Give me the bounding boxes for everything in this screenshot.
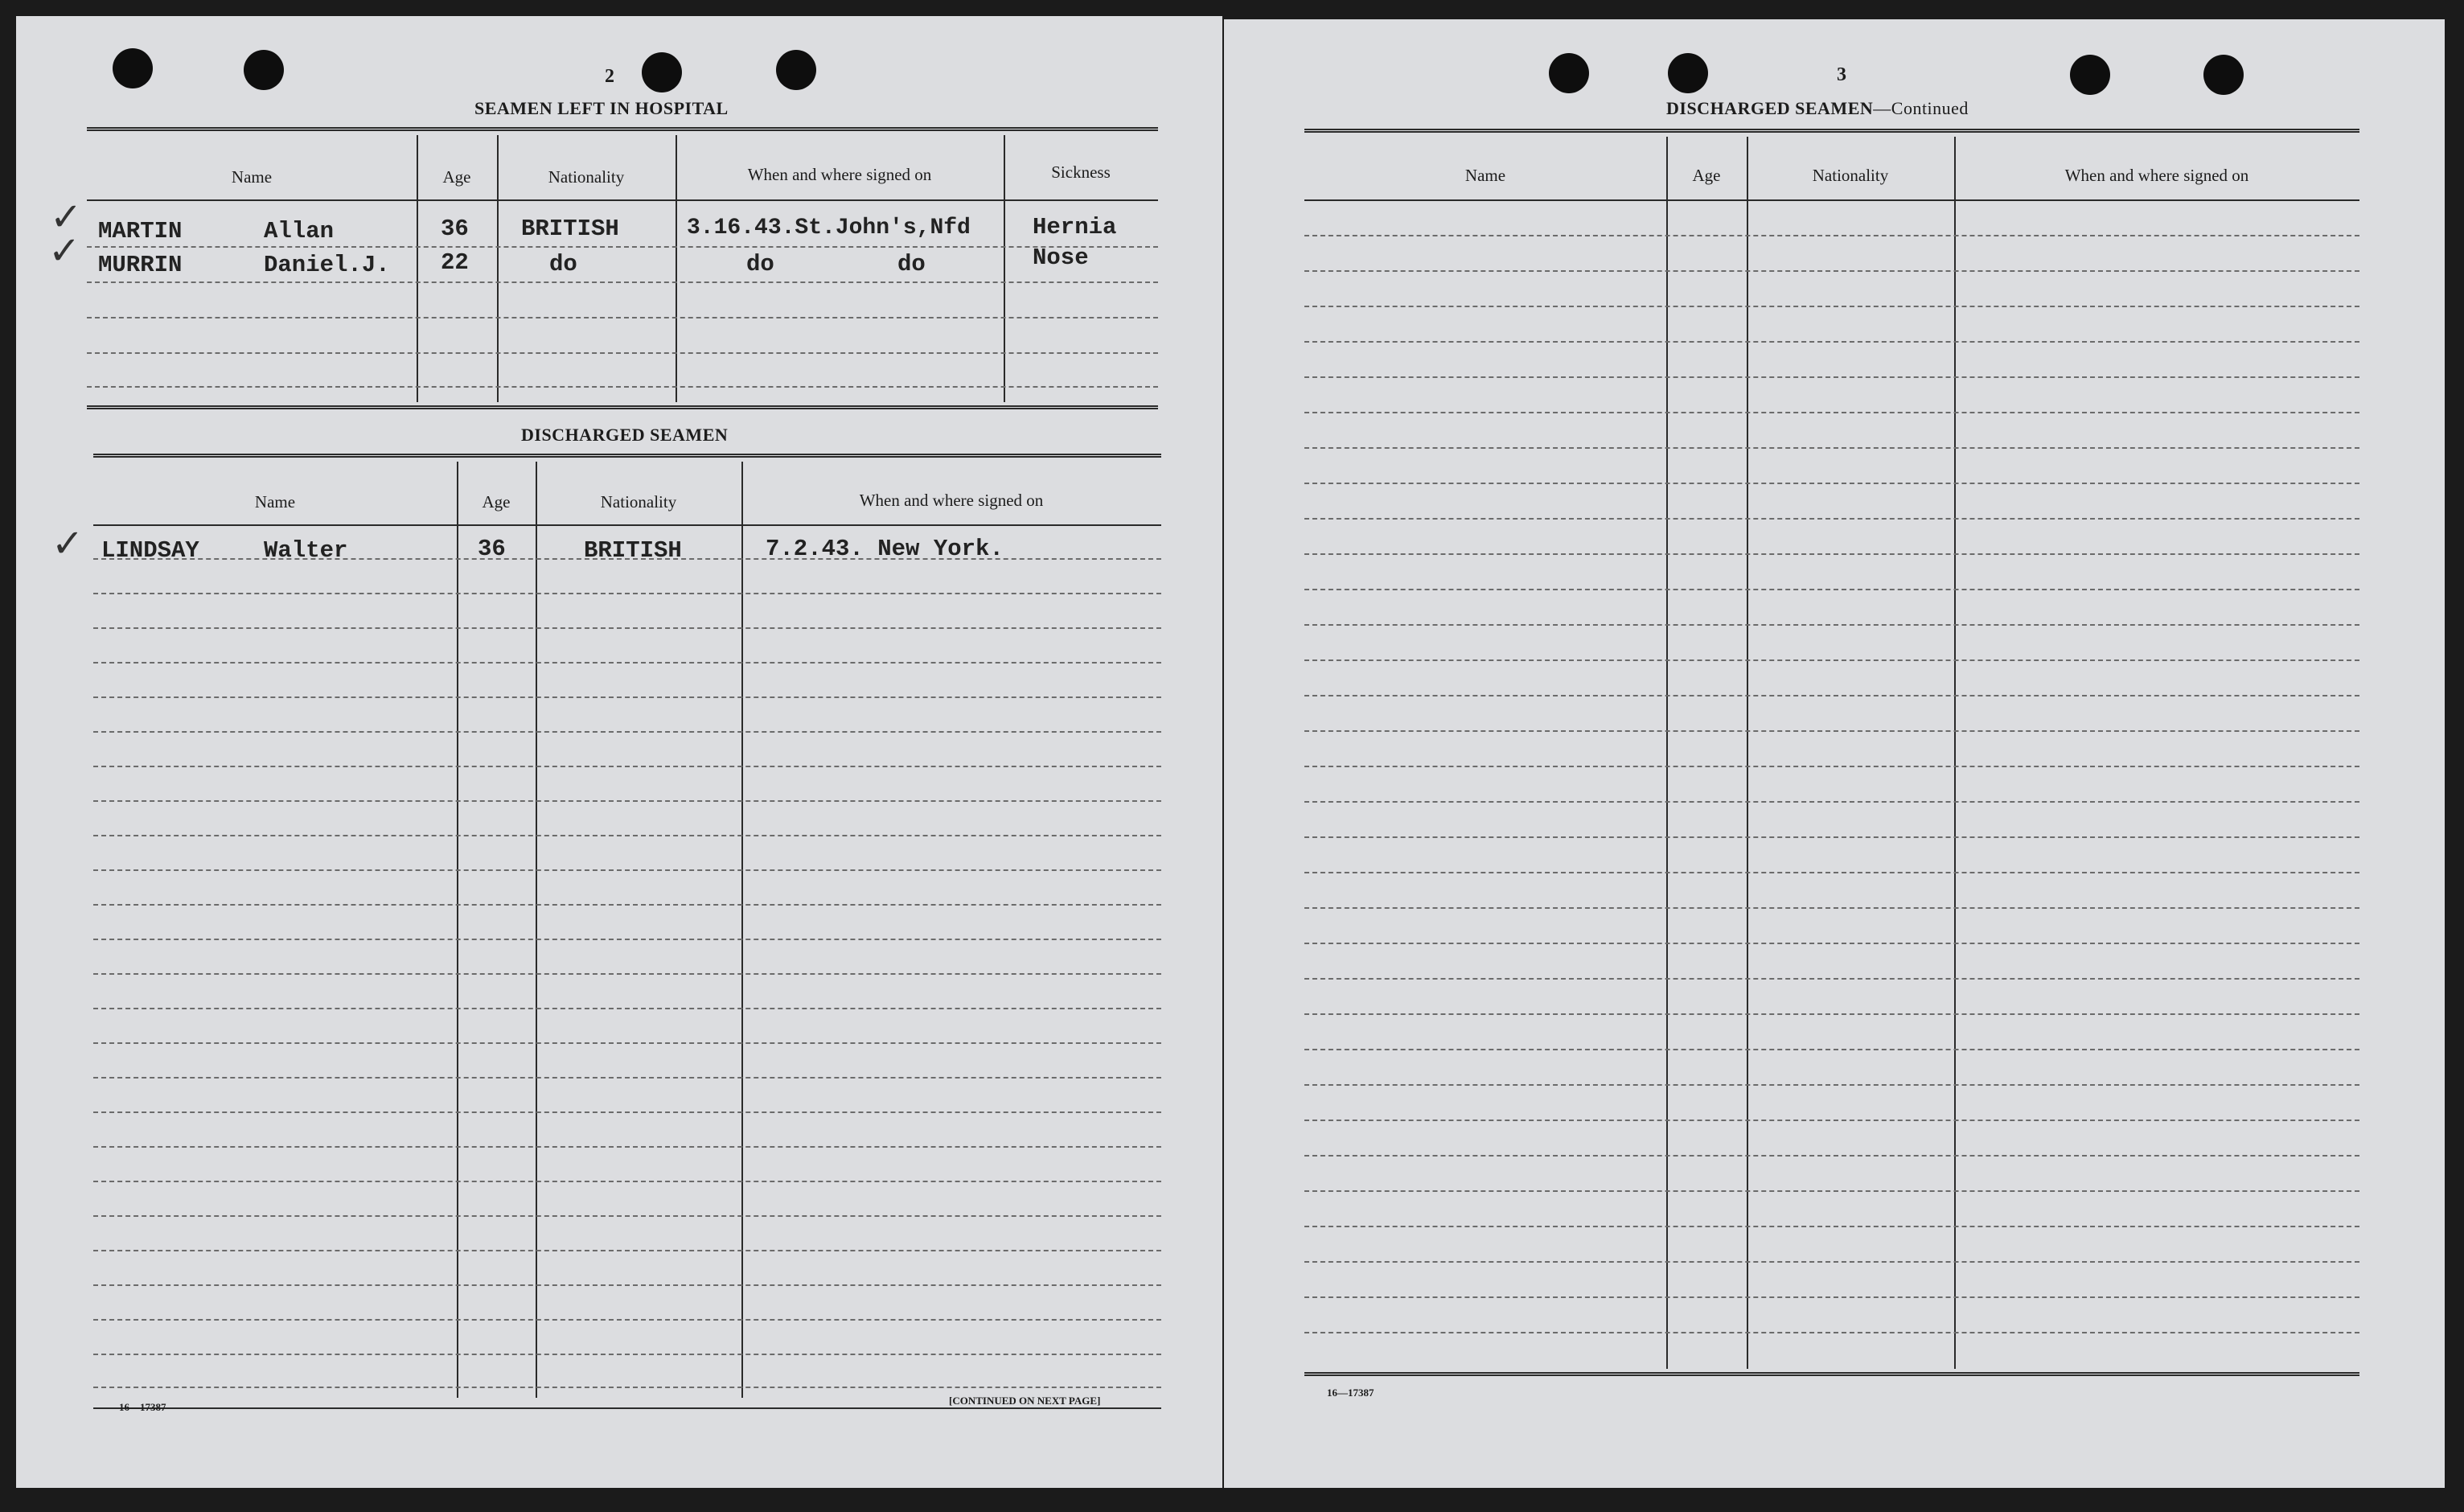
table-row: do xyxy=(897,251,926,277)
form-number: 16—17387 xyxy=(1327,1387,1374,1399)
binder-hole xyxy=(642,52,682,92)
table-row: 3.16.43.St.John's,Nfd xyxy=(687,216,971,240)
checkmark-icon: ✓ xyxy=(48,228,81,273)
table-row: Allan xyxy=(264,218,335,244)
header-age: Age xyxy=(482,492,511,512)
table-row: 36 xyxy=(478,536,506,562)
table-row: LINDSAY xyxy=(101,537,199,564)
hospital-section-title: SEAMEN LEFT IN HOSPITAL xyxy=(474,98,729,118)
table-row: Walter xyxy=(264,537,348,564)
header-signed-on: When and where signed on xyxy=(747,165,932,184)
discharged-continued-title xyxy=(1666,98,1969,119)
table-row: 22 xyxy=(441,249,469,276)
table-row: BRITISH xyxy=(521,216,619,242)
continued-note: [CONTINUED ON NEXT PAGE] xyxy=(949,1395,1101,1407)
discharged-continued-table xyxy=(1304,129,2359,1383)
title-suffix: —Continued xyxy=(1873,98,1969,118)
table-row: MURRIN xyxy=(98,252,183,278)
header-nationality: Nationality xyxy=(548,167,625,187)
discharged-table xyxy=(93,454,1161,1419)
header-signed-on: When and where signed on xyxy=(2064,166,2249,185)
header-age: Age xyxy=(442,167,471,187)
header-nationality: Nationality xyxy=(1812,166,1889,185)
page-number: 2 xyxy=(605,66,614,87)
left-page xyxy=(16,16,1222,1488)
table-row: Hernia xyxy=(1033,214,1117,240)
table-row: MARTIN xyxy=(98,218,183,244)
binder-hole xyxy=(776,50,816,90)
binder-hole xyxy=(244,50,284,90)
table-row: BRITISH xyxy=(584,537,682,564)
header-nationality: Nationality xyxy=(600,492,677,512)
header-name: Name xyxy=(254,492,296,512)
table-row: 7.2.43. New York. xyxy=(766,536,1004,562)
binder-hole xyxy=(1668,53,1708,93)
right-page xyxy=(1224,19,2445,1488)
table-row: Nose xyxy=(1033,244,1089,271)
binder-hole xyxy=(1549,53,1589,93)
binder-hole xyxy=(113,48,153,88)
binder-hole xyxy=(2070,55,2110,95)
hospital-table xyxy=(87,127,1158,415)
header-signed-on: When and where signed on xyxy=(859,491,1044,510)
table-row: do xyxy=(746,251,774,277)
checkmark-icon: ✓ xyxy=(51,521,84,566)
table-row: Daniel.J. xyxy=(264,252,390,278)
form-number: 16—17387 xyxy=(119,1401,166,1413)
header-name: Name xyxy=(231,167,273,187)
page-number: 3 xyxy=(1837,64,1846,85)
header-name: Name xyxy=(1464,166,1506,185)
discharged-section-title: DISCHARGED SEAMEN xyxy=(521,425,729,445)
header-sickness: Sickness xyxy=(1051,162,1111,182)
checkmark-icon: ✓ xyxy=(50,195,83,240)
table-row: 36 xyxy=(441,216,469,242)
binder-hole xyxy=(2203,55,2244,95)
title-main: DISCHARGED SEAMEN xyxy=(1666,98,1874,118)
header-age: Age xyxy=(1692,166,1721,185)
table-row: do xyxy=(549,251,577,277)
